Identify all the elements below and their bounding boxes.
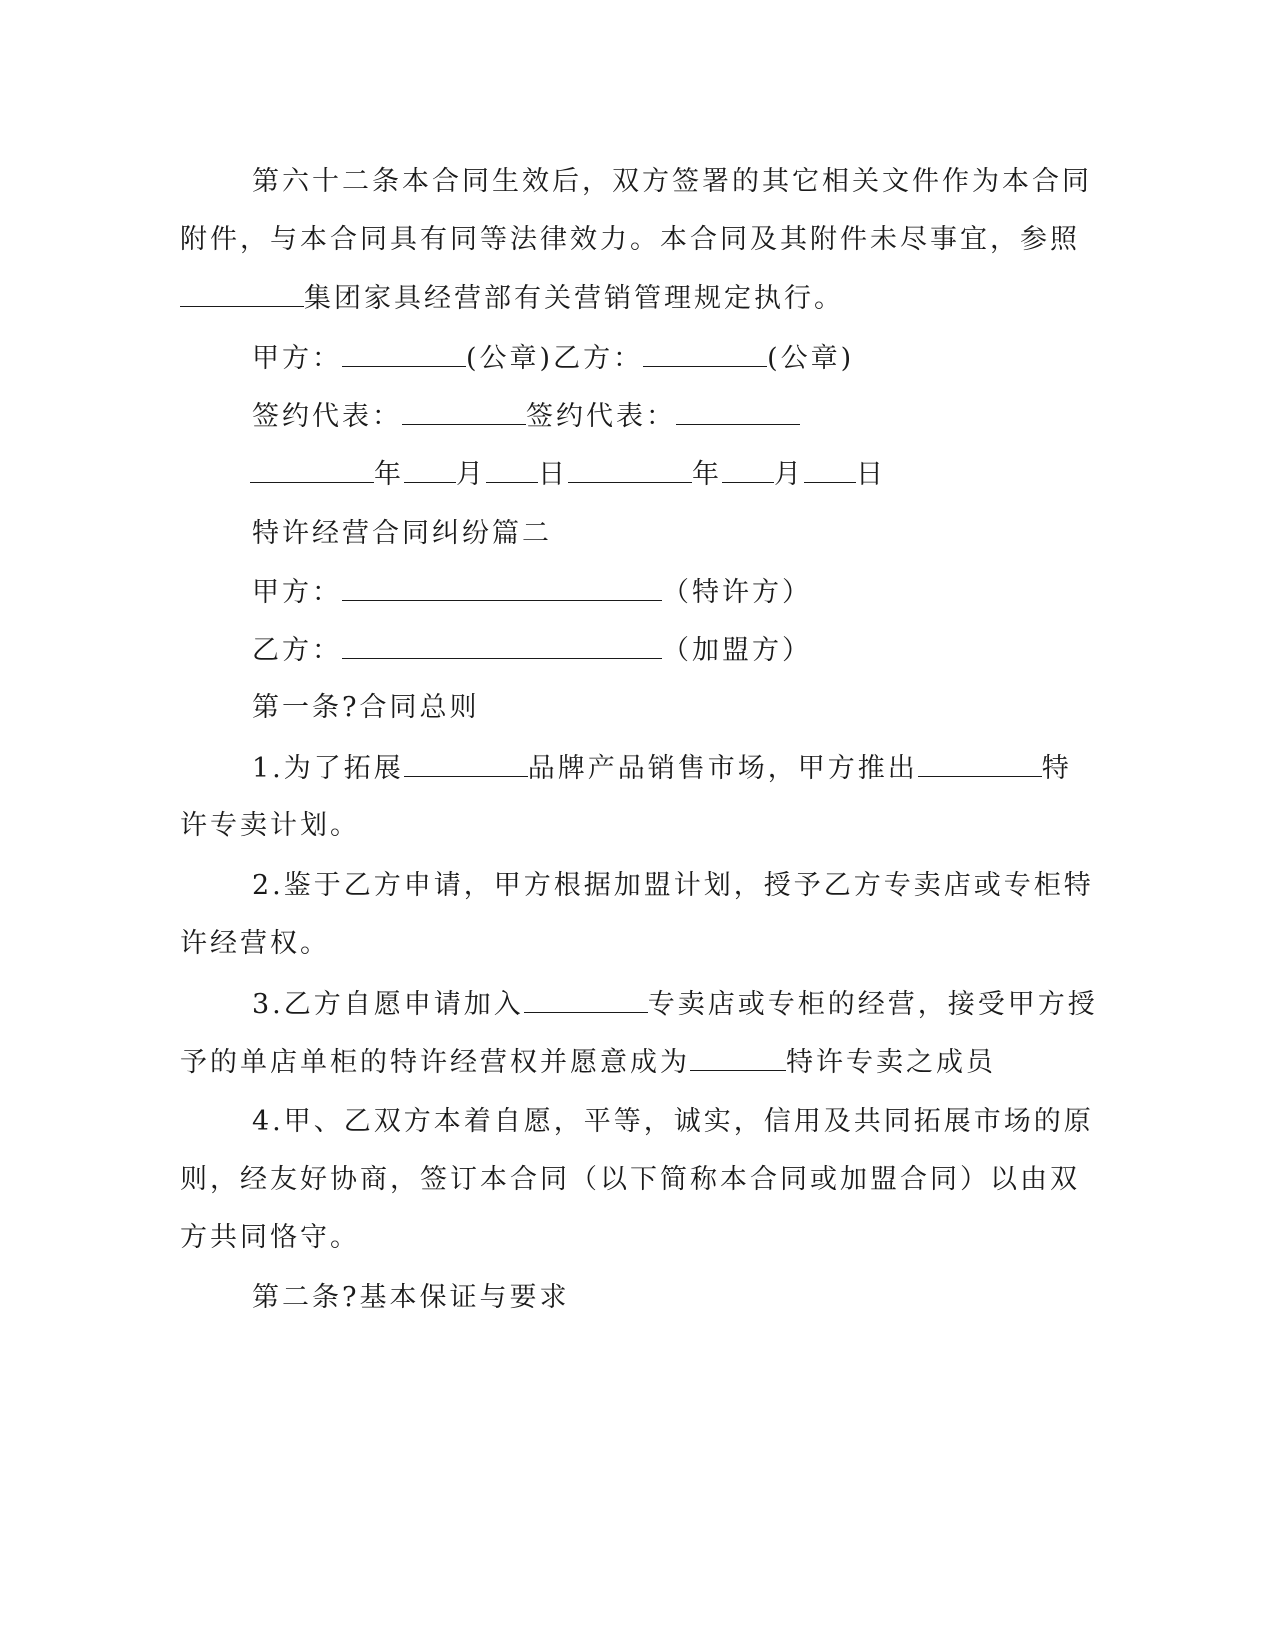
section-title: 特许经营合同纠纷篇二	[252, 518, 552, 549]
blank-field	[524, 986, 648, 1013]
blank-field	[643, 340, 767, 367]
article62-line1: 第六十二条本合同生效后，双方签署的其它相关文件作为本合同	[252, 166, 1092, 197]
article1-p3-line2	[180, 1044, 996, 1080]
article1-p2-line1: 2.鉴于乙方申请，甲方根据加盟计划，授予乙方专卖店或专柜特	[252, 870, 1094, 901]
party-b-label: 乙方：	[553, 343, 644, 374]
p1-text-a: 1.为了拓展	[252, 753, 404, 784]
rep-b-label: 签约代表：	[526, 401, 676, 432]
blank-field	[342, 574, 662, 601]
p3-line2-a: 予的单店单柜的特许经营权并愿意成为	[180, 1047, 690, 1078]
article1-p4-line2: 则，经友好协商，签订本合同（以下简称本合同或加盟合同）以由双	[180, 1164, 1080, 1195]
signature-parties-line	[252, 340, 854, 376]
blank-field	[486, 456, 538, 483]
seal-b: (公章)	[767, 343, 855, 374]
article62-line3-text: 集团家具经营部有关营销管理规定执行。	[304, 283, 844, 314]
article1-p1-line1	[252, 750, 1072, 786]
day-label: 日	[856, 459, 886, 490]
party-a-label: 甲方：	[252, 343, 342, 374]
blank-field	[342, 340, 466, 367]
article1-title: 第一条?合同总则	[252, 692, 480, 723]
article62-line3	[180, 280, 844, 316]
day-label: 日	[538, 459, 568, 490]
blank-field	[690, 1044, 786, 1071]
blank-field	[180, 280, 304, 307]
blank-field	[404, 750, 528, 777]
article1-p3-line1	[252, 986, 1098, 1022]
year-label: 年	[374, 459, 404, 490]
p3-line2-b: 特许专卖之成员	[786, 1047, 996, 1078]
blank-field	[568, 456, 692, 483]
rep-a-label: 签约代表：	[252, 401, 402, 432]
party-b-label: 乙方：	[252, 635, 342, 666]
signature-reps-line	[252, 398, 800, 434]
blank-field	[722, 456, 774, 483]
article62-line2: 附件，与本合同具有同等法律效力。本合同及其附件未尽事宜，参照	[180, 224, 1080, 255]
article1-p1-line2: 许专卖计划。	[180, 810, 360, 841]
p3-text-b: 专卖店或专柜的经营，接受甲方授	[647, 989, 1098, 1020]
blank-field	[404, 456, 456, 483]
party-a-label: 甲方：	[252, 577, 342, 608]
party-a-role: （特许方）	[662, 577, 812, 608]
blank-field	[402, 398, 526, 425]
p1-text-b: 品牌产品销售市场，甲方推出	[527, 753, 918, 784]
article2-title: 第二条?基本保证与要求	[252, 1282, 570, 1313]
article1-p2-line2: 许经营权。	[180, 928, 330, 959]
party-b-line	[252, 632, 812, 668]
article1-p4-line3: 方共同恪守。	[180, 1222, 360, 1253]
seal-a: (公章)	[466, 343, 554, 374]
article1-p4-line1: 4.甲、乙双方本着自愿，平等，诚实，信用及共同拓展市场的原	[252, 1106, 1094, 1137]
month-label: 月	[774, 459, 804, 490]
year-label: 年	[692, 459, 722, 490]
signature-dates-line	[250, 456, 886, 492]
p3-text-a: 3.乙方自愿申请加入	[252, 989, 524, 1020]
party-a-line	[252, 574, 812, 610]
blank-field	[918, 750, 1042, 777]
blank-field	[676, 398, 800, 425]
p1-text-c: 特	[1041, 753, 1072, 784]
blank-field	[342, 632, 662, 659]
blank-field	[250, 456, 374, 483]
party-b-role: （加盟方）	[662, 635, 812, 666]
blank-field	[804, 456, 856, 483]
month-label: 月	[456, 459, 486, 490]
